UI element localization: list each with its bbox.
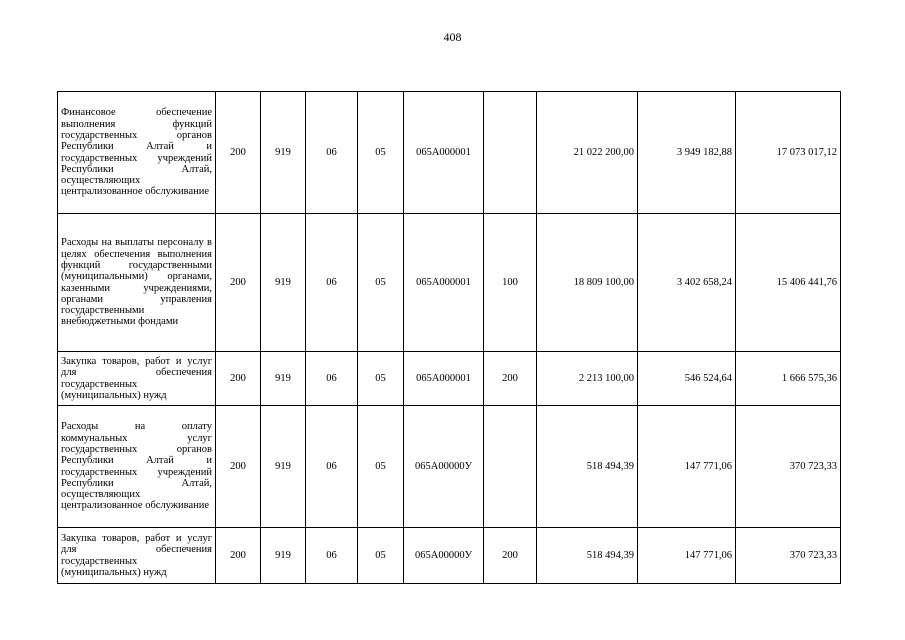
row-col4: 05 <box>358 406 404 528</box>
row-amount1: 2 213 100,00 <box>537 352 638 406</box>
row-col4: 05 <box>358 352 404 406</box>
table-row <box>58 528 841 584</box>
row-col1: 200 <box>216 214 261 352</box>
table-row <box>58 406 841 528</box>
row-description: Закупка товаров, работ и услуг для обеспечения государственных (муниципальных) нужд <box>58 352 216 406</box>
row-col1: 200 <box>216 352 261 406</box>
row-col2: 919 <box>261 406 306 528</box>
row-code: 065А000001 <box>404 214 484 352</box>
row-description: Расходы на оплату коммунальных услуг государственных органов Республики Алтай и государственных учреждений Республики Алтай, осуществляющих централизованное обслуживание <box>58 406 216 528</box>
table-row <box>58 92 841 214</box>
row-amount3: 1 666 575,36 <box>736 352 841 406</box>
row-col2: 919 <box>261 352 306 406</box>
row-col2: 919 <box>261 92 306 214</box>
row-col3: 06 <box>306 406 358 528</box>
row-col4: 05 <box>358 214 404 352</box>
budget-table <box>57 91 841 584</box>
row-type: 200 <box>484 352 537 406</box>
row-amount3: 370 723,33 <box>736 406 841 528</box>
table-row <box>58 214 841 352</box>
row-col3: 06 <box>306 528 358 584</box>
row-code: 065А000001 <box>404 352 484 406</box>
row-amount1: 18 809 100,00 <box>537 214 638 352</box>
row-type: 200 <box>484 528 537 584</box>
row-amount2: 3 402 658,24 <box>638 214 736 352</box>
row-type: 100 <box>484 214 537 352</box>
row-col3: 06 <box>306 214 358 352</box>
table-row <box>58 352 841 406</box>
row-amount1: 518 494,39 <box>537 406 638 528</box>
row-amount2: 147 771,06 <box>638 528 736 584</box>
row-amount2: 546 524,64 <box>638 352 736 406</box>
row-amount1: 518 494,39 <box>537 528 638 584</box>
row-col2: 919 <box>261 528 306 584</box>
row-description: Закупка товаров, работ и услуг для обеспечения государственных (муниципальных) нужд <box>58 528 216 584</box>
row-col1: 200 <box>216 528 261 584</box>
row-col4: 05 <box>358 92 404 214</box>
row-col3: 06 <box>306 92 358 214</box>
row-code: 065А00000У <box>404 528 484 584</box>
row-amount2: 147 771,06 <box>638 406 736 528</box>
row-amount3: 15 406 441,76 <box>736 214 841 352</box>
row-col1: 200 <box>216 406 261 528</box>
row-amount3: 370 723,33 <box>736 528 841 584</box>
row-description: Финансовое обеспечение выполнения функций государственных органов Республики Алтай и государственных учреждений Республики Алтай, осуществляющих централизованное обслуживание <box>58 92 216 214</box>
row-amount2: 3 949 182,88 <box>638 92 736 214</box>
row-code: 065А000001 <box>404 92 484 214</box>
row-type <box>484 92 537 214</box>
row-col3: 06 <box>306 352 358 406</box>
row-col1: 200 <box>216 92 261 214</box>
row-col4: 05 <box>358 528 404 584</box>
page-number: 408 <box>443 30 462 44</box>
row-amount1: 21 022 200,00 <box>537 92 638 214</box>
row-code: 065А00000У <box>404 406 484 528</box>
row-col2: 919 <box>261 214 306 352</box>
row-type <box>484 406 537 528</box>
row-amount3: 17 073 017,12 <box>736 92 841 214</box>
row-description: Расходы на выплаты персоналу в целях обеспечения выполнения функций государственными (муниципальными) органами, казенными учреждениями, органами управления государственными внебюджетными фондами <box>58 214 216 352</box>
